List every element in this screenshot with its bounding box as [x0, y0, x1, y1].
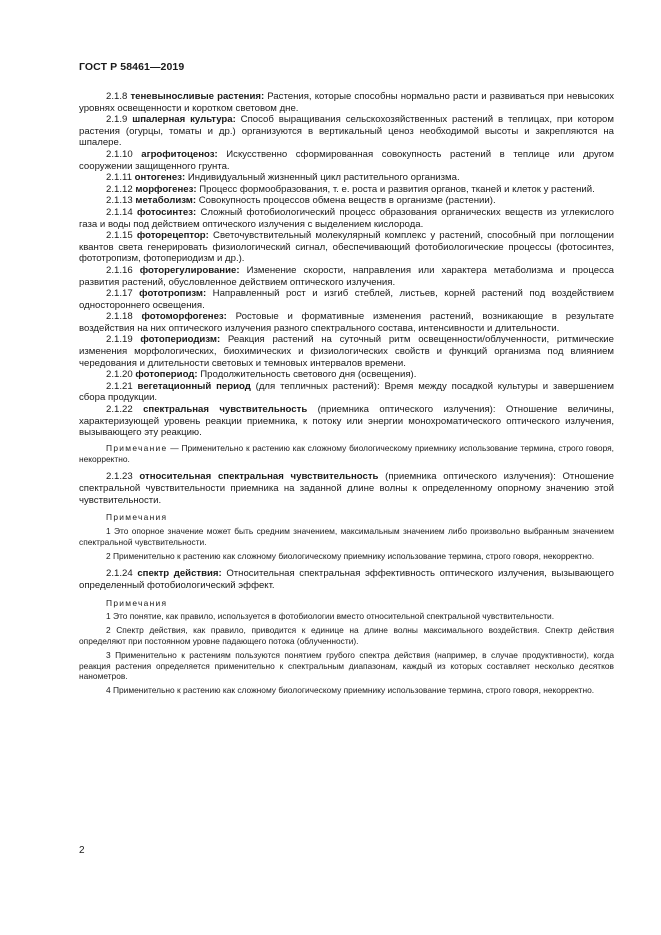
- note-item: 2 Спектр действия, как правило, приводится к единице на длине волны максимального воздействия. Спектр действия определяют при постоянном уровне падающего потока (облученности).: [79, 625, 614, 646]
- term-number: 2.1.20: [106, 369, 133, 381]
- term-definition: (приемника оптического излучения): Отношение спектральной чувствительности приемника на заданной длине волны к определенному опорному значению этой чувствительности.: [79, 471, 614, 506]
- term-name: спектральная чувствительность: [143, 404, 308, 416]
- term-definition: (приемника оптического излучения): Отношение величины, характеризующей уровень реакции приемника, к потоку или энергии монохроматического оптического излучения, вызывающего эту реакцию.: [79, 404, 614, 439]
- term-name: вегетационный период: [137, 380, 251, 392]
- term-name: фотопериод:: [135, 369, 198, 381]
- term-name: теневыносливые растения:: [130, 91, 265, 102]
- term-number: 2.1.13: [106, 195, 133, 207]
- term-entry: [79, 91, 614, 114]
- term-number: 2.1.21: [106, 380, 133, 392]
- term-name: фоторецептор:: [136, 230, 209, 242]
- term-name: агрофитоценоз:: [141, 148, 218, 160]
- term-entry: [79, 288, 614, 311]
- term-entry-2-1-23: [79, 471, 614, 506]
- term-entry: [79, 265, 614, 288]
- term-entry-2-1-24: [79, 568, 614, 591]
- note-item: 2 Применительно к растению как сложному биологическому приемнику использование термина, строго говоря, некорректно.: [106, 550, 595, 561]
- term-name: фотопериодизм:: [140, 334, 221, 346]
- term-definition: Растения, которые способны нормально расти и развиваться при невысоких уровнях освещенности и коротком световом дне.: [79, 91, 614, 114]
- term-entry: [79, 311, 614, 334]
- term-number: 2.1.23: [106, 471, 133, 483]
- term-name: фоторегулирование:: [139, 264, 240, 276]
- term-name: фототропизм:: [139, 288, 207, 300]
- term-definition: Светочувствительный молекулярный комплекс у растений, способный при поглощении квантов света генерировать физиологический сигнал, обеспечивающий фотобиологические процессы (фотосинтез, фототропизм, фотопериодизм и др.).: [79, 230, 614, 265]
- term-definition: Индивидуальный жизненный цикл растительного организма.: [185, 172, 460, 184]
- term-definition: (для тепличных растений): Время между посадкой культуры и завершением сбора продукции.: [79, 380, 615, 404]
- term-name: морфогенез:: [135, 183, 197, 195]
- term-definition: Процесс формообразования, т. е. роста и развития органов, тканей и клеток у растений.: [196, 183, 595, 195]
- term-definition: Продолжительность светового дня (освещения).: [197, 369, 417, 381]
- note-item: 1 Это понятие, как правило, используется в фотобиологии вместо относительной спектральной чувствительности.: [106, 611, 555, 622]
- note-text: — Применительно к растению как сложному биологическому приемнику использование термина, строго говоря, некорректно.: [79, 442, 614, 464]
- term-entry: [79, 369, 614, 381]
- term-name: фотоморфогенез:: [141, 311, 227, 323]
- note-label: Примечание: [106, 442, 168, 453]
- term-name: фотосинтез:: [136, 206, 197, 218]
- term-number: 2.1.14: [106, 206, 133, 218]
- term-entry: [79, 334, 614, 369]
- term-definition: Сложный фотобиологический процесс образования органических веществ из углекислого газа и воды под действием оптического излучения с выделением кислорода.: [79, 206, 614, 230]
- term-name: метаболизм:: [135, 195, 197, 207]
- term-number: 2.1.17: [106, 288, 133, 300]
- term-number: 2.1.16: [106, 264, 133, 276]
- note-2-1-22: [79, 443, 614, 465]
- notes-title-2-1-24: Примечания: [106, 597, 168, 608]
- standard-header: ГОСТ Р 58461—2019: [79, 61, 185, 73]
- terms-content: [79, 91, 614, 696]
- page-number: 2: [79, 845, 85, 856]
- term-number: 2.1.24: [106, 568, 133, 580]
- note-item: 1 Это опорное значение может быть средним значением, максимальным значением либо произвольно выбранным значением спектральной чувствительности.: [79, 525, 614, 547]
- term-number: 2.1.11: [106, 172, 132, 184]
- note-item: 4 Применительно к растению как сложному биологическому приемнику использование термина, строго говоря, некорректно.: [106, 685, 595, 696]
- term-number: 2.1.19: [106, 334, 133, 346]
- term-number: 2.1.18: [106, 311, 133, 323]
- term-definition: Относительная спектральная эффективность оптического излучения, вызывающего определенный фотобиологический эффект.: [79, 568, 614, 591]
- term-entry: [79, 172, 614, 184]
- term-definition: Направленный рост и изгиб стеблей, листьев, корней растений под воздействием одностороннего освещения.: [79, 288, 614, 311]
- term-name: спектр действия:: [137, 568, 222, 580]
- term-number: 2.1.10: [106, 148, 133, 160]
- term-number: 2.1.8: [106, 91, 128, 102]
- term-entry: [79, 404, 614, 439]
- note-item: 3 Применительно к растениям пользуются понятием грубого спектра действия (например, в случае продуктивности), когда реакция растения определяется применительно к спектральным диапазонам, каждый из которых составляет несколько десятков нанометров.: [79, 649, 614, 682]
- term-entries: [79, 91, 614, 439]
- term-entry: [79, 114, 614, 149]
- term-definition: Искусственно сформированная совокупность растений в теплице или другом сооружении защищенного грунта.: [79, 148, 614, 172]
- term-name: онтогенез:: [134, 172, 186, 184]
- term-number: 2.1.12: [106, 183, 133, 195]
- term-definition: Реакция растений на суточный ритм освещенности/облученности, ритмические изменения морфологических, биохимических и физиологических свойств и функций организма под влиянием чередования и длительности световых и темновых интервалов времени.: [79, 334, 614, 369]
- term-number: 2.1.15: [106, 230, 133, 242]
- term-number: 2.1.9: [106, 114, 128, 126]
- term-definition: Способ выращивания сельскохозяйственных растений в теплицах, при котором растения (огурцы, томаты и др.) организуются в вертикальный ценоз необходимой высоты и закрепляются на шпалере.: [79, 114, 614, 149]
- term-definition: Ростовые и формативные изменения растений, возникающие в результате воздействия на них оптического излучения разного спектрального состава, интенсивности и длительности.: [79, 311, 614, 334]
- term-entry: [79, 207, 614, 230]
- term-definition: Изменение скорости, направления или характера метаболизма и процесса развития растений, обусловленное действием оптического излучения.: [79, 264, 615, 288]
- term-entry: [79, 230, 614, 265]
- term-name: относительная спектральная чувствительность: [139, 471, 379, 483]
- term-entry: [79, 195, 614, 207]
- term-entry: [79, 381, 614, 404]
- term-entry: [79, 149, 614, 172]
- term-definition: Совокупность процессов обмена веществ в организме (растении).: [196, 195, 496, 207]
- notes-title-2-1-23: Примечания: [106, 512, 168, 523]
- term-entry: [79, 184, 614, 196]
- term-number: 2.1.22: [106, 404, 133, 416]
- term-name: шпалерная культура:: [132, 114, 236, 126]
